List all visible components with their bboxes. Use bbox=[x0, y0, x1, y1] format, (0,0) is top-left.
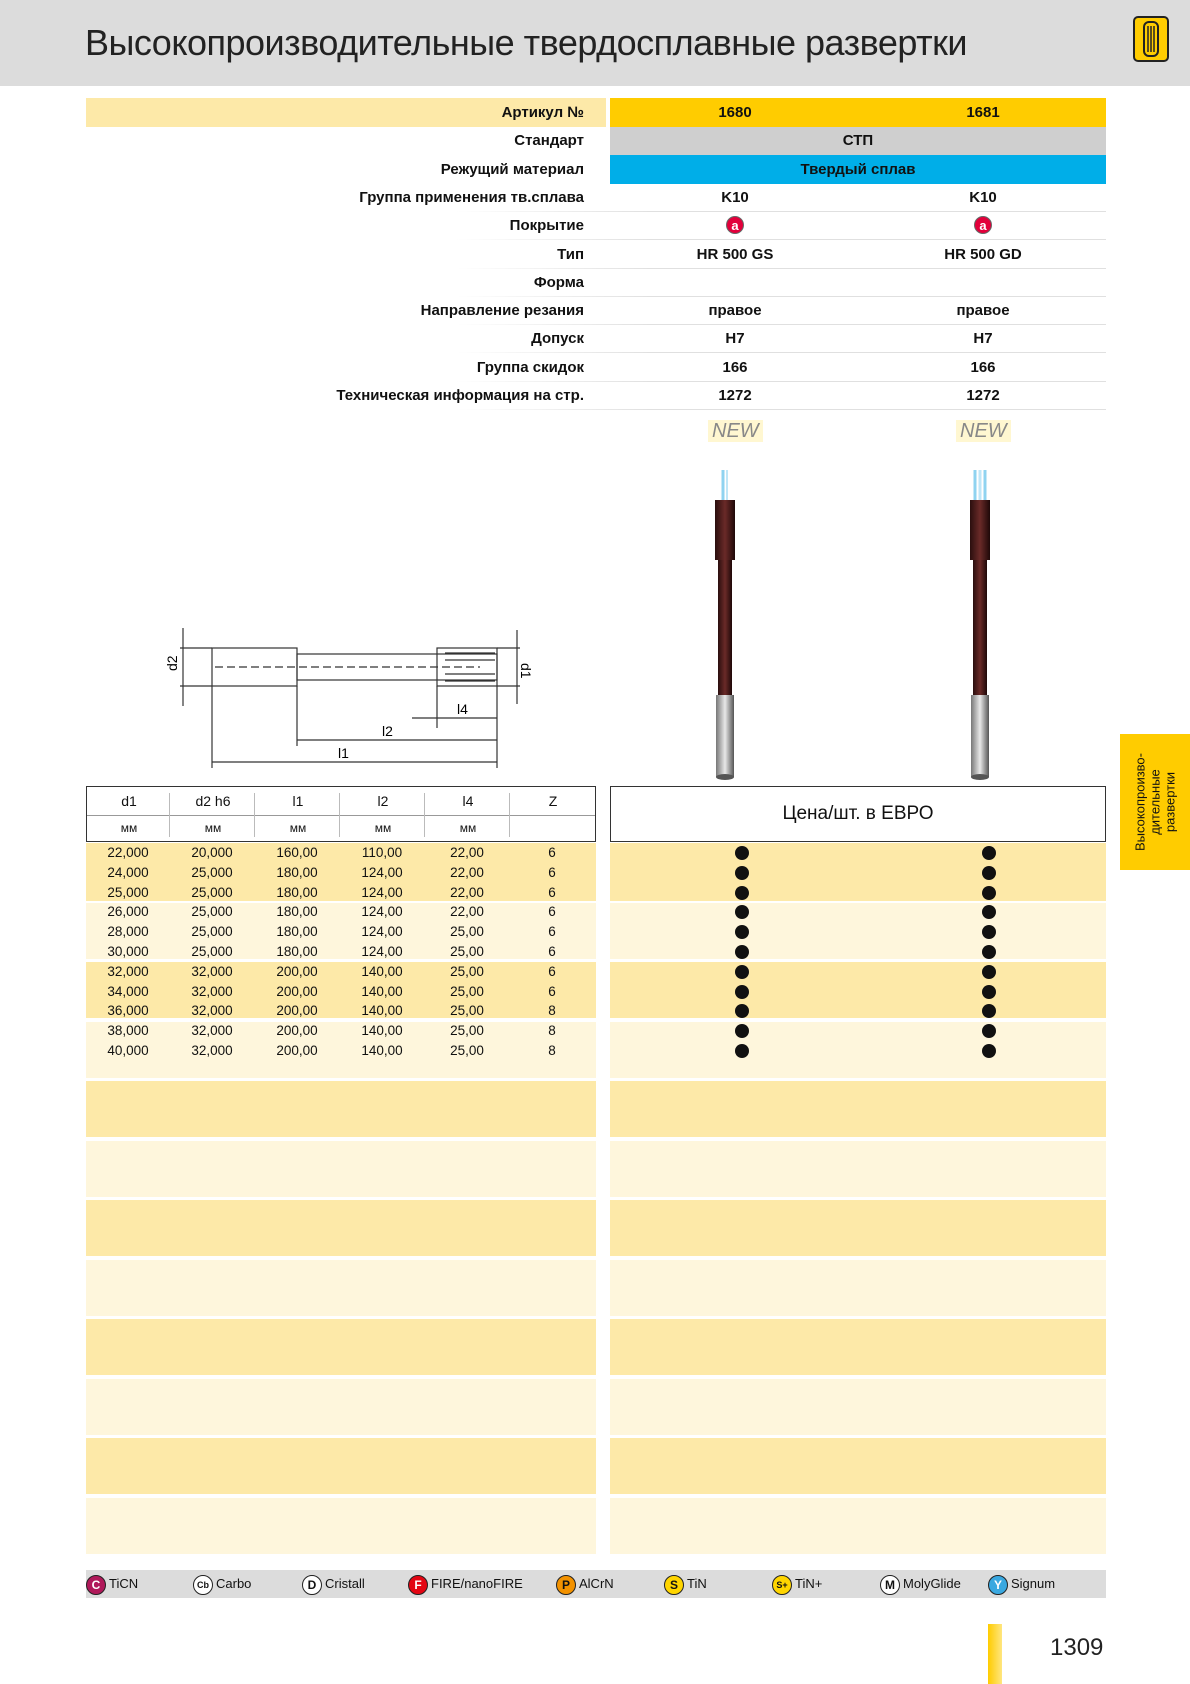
table-cell: 30,000 bbox=[107, 944, 149, 959]
group-value: K10 bbox=[969, 189, 997, 206]
new-label bbox=[956, 420, 1011, 443]
availability-dot-icon bbox=[982, 1004, 996, 1018]
table-band bbox=[86, 1498, 596, 1554]
reamer-image-1680 bbox=[700, 470, 750, 782]
column-header: l2 bbox=[377, 793, 389, 809]
article-number: 1680 bbox=[718, 104, 752, 121]
table-cell: 140,00 bbox=[361, 1003, 403, 1018]
table-band bbox=[86, 1081, 596, 1137]
coating-icon: C bbox=[86, 1575, 106, 1595]
availability-dot-icon bbox=[982, 985, 996, 999]
table-cell: 6 bbox=[548, 845, 556, 860]
table-cell: 6 bbox=[548, 865, 556, 880]
table-band bbox=[610, 1200, 1106, 1256]
table-cell: 25,00 bbox=[450, 944, 484, 959]
table-cell: 180,00 bbox=[276, 904, 318, 919]
coating-icon: Cb bbox=[193, 1575, 213, 1595]
coating-badge-icon: a bbox=[974, 216, 992, 234]
side-tab-label: Высокопроизво- дительные развертки bbox=[1132, 753, 1178, 851]
table-cell: 180,00 bbox=[276, 885, 318, 900]
table-band bbox=[86, 1379, 596, 1435]
side-tab bbox=[1120, 734, 1190, 870]
coating-icon: S+ bbox=[772, 1575, 792, 1595]
table-cell: 110,00 bbox=[361, 845, 403, 860]
spec-label: Техническая информация на стр. bbox=[336, 387, 584, 404]
legend-label: TiCN bbox=[109, 1576, 139, 1591]
price-header: Цена/шт. в ЕВРО bbox=[782, 803, 934, 824]
direction-value: правое bbox=[708, 302, 762, 319]
reamer-image-1681 bbox=[955, 470, 1005, 782]
table-cell: 25,00 bbox=[450, 964, 484, 979]
table-cell: 6 bbox=[548, 964, 556, 979]
availability-dot-icon bbox=[982, 925, 996, 939]
table-band bbox=[610, 962, 1106, 1018]
table-band bbox=[610, 1081, 1106, 1137]
table-cell: 32,000 bbox=[191, 964, 233, 979]
legend-label: MolyGlide bbox=[903, 1576, 961, 1591]
coating-icon: F bbox=[408, 1575, 428, 1595]
table-cell: 140,00 bbox=[361, 984, 403, 999]
table-cell: 124,00 bbox=[361, 865, 403, 880]
availability-dot-icon bbox=[735, 1004, 749, 1018]
availability-dot-icon bbox=[735, 1044, 749, 1058]
legend-label: FIRE/nanoFIRE bbox=[431, 1576, 523, 1591]
spec-label: Стандарт bbox=[514, 132, 584, 149]
table-cell: 8 bbox=[548, 1043, 556, 1058]
legend-item bbox=[664, 1572, 707, 1596]
availability-dot-icon bbox=[735, 965, 749, 979]
tolerance-value: H7 bbox=[973, 330, 993, 347]
legend-label: Cristall bbox=[325, 1576, 365, 1591]
technical-drawing bbox=[160, 620, 540, 770]
type-value: HR 500 GD bbox=[944, 246, 1022, 263]
column-divider bbox=[424, 793, 425, 837]
table-cell: 38,000 bbox=[107, 1023, 149, 1038]
coating-icon: M bbox=[880, 1575, 900, 1595]
table-band bbox=[86, 1319, 596, 1375]
column-unit: мм bbox=[289, 821, 307, 835]
table-cell: 160,00 bbox=[276, 845, 318, 860]
legend-item bbox=[880, 1572, 961, 1596]
table-cell: 25,00 bbox=[450, 924, 484, 939]
table-band bbox=[610, 903, 1106, 959]
table-cell: 24,000 bbox=[107, 865, 149, 880]
discount-value: 166 bbox=[722, 359, 748, 376]
table-cell: 32,000 bbox=[191, 1043, 233, 1058]
techinfo-value: 1272 bbox=[966, 387, 1000, 404]
table-cell: 6 bbox=[548, 984, 556, 999]
table-cell: 36,000 bbox=[107, 1003, 149, 1018]
column-unit: мм bbox=[374, 821, 392, 835]
techinfo-value: 1272 bbox=[718, 387, 752, 404]
availability-dot-icon bbox=[982, 965, 996, 979]
column-header: l1 bbox=[292, 793, 304, 809]
availability-dot-icon bbox=[982, 886, 996, 900]
price-header-box bbox=[610, 786, 1106, 842]
availability-dot-icon bbox=[982, 905, 996, 919]
legend-item bbox=[988, 1572, 1055, 1596]
column-unit: мм bbox=[120, 821, 138, 835]
availability-dot-icon bbox=[982, 1024, 996, 1038]
availability-dot-icon bbox=[735, 886, 749, 900]
column-header: l4 bbox=[462, 793, 474, 809]
coating-icon: Y bbox=[988, 1575, 1008, 1595]
label-l1: l1 bbox=[338, 745, 349, 761]
coating-icon: D bbox=[302, 1575, 322, 1595]
brand-logo bbox=[1133, 16, 1169, 62]
coating-icon: S bbox=[664, 1575, 684, 1595]
table-cell: 124,00 bbox=[361, 924, 403, 939]
availability-dot-icon bbox=[735, 925, 749, 939]
table-cell: 140,00 bbox=[361, 1023, 403, 1038]
spec-label: Форма bbox=[533, 274, 584, 291]
spec-label: Направление резания bbox=[420, 302, 584, 319]
table-band bbox=[610, 1498, 1106, 1554]
table-cell: 200,00 bbox=[276, 984, 318, 999]
table-cell: 32,000 bbox=[191, 984, 233, 999]
table-cell: 25,000 bbox=[191, 944, 233, 959]
table-cell: 25,000 bbox=[107, 885, 149, 900]
column-header: Z bbox=[548, 793, 558, 809]
standard-value: СТП bbox=[842, 132, 874, 149]
spec-label: Группа применения тв.сплава bbox=[359, 189, 584, 206]
availability-dot-icon bbox=[982, 846, 996, 860]
table-cell: 22,00 bbox=[450, 904, 484, 919]
table-cell: 6 bbox=[548, 944, 556, 959]
legend-label: Carbo bbox=[216, 1576, 252, 1591]
data-table-header bbox=[86, 786, 596, 842]
table-cell: 140,00 bbox=[361, 1043, 403, 1058]
page-number-bar bbox=[988, 1624, 1002, 1684]
type-value: HR 500 GS bbox=[696, 246, 774, 263]
availability-dot-icon bbox=[735, 1024, 749, 1038]
table-band bbox=[610, 1141, 1106, 1197]
coating-value bbox=[868, 212, 1098, 240]
spec-label: Допуск bbox=[531, 330, 584, 347]
table-band bbox=[86, 1260, 596, 1316]
table-cell: 32,000 bbox=[191, 1023, 233, 1038]
spec-label: Группа скидок bbox=[476, 359, 584, 376]
table-cell: 32,000 bbox=[191, 1003, 233, 1018]
column-divider bbox=[169, 793, 170, 837]
table-cell: 32,000 bbox=[107, 964, 149, 979]
table-cell: 25,00 bbox=[450, 1043, 484, 1058]
table-cell: 22,00 bbox=[450, 885, 484, 900]
table-band bbox=[610, 1438, 1106, 1494]
label-d2: d2 bbox=[164, 655, 180, 671]
table-cell: 124,00 bbox=[361, 885, 403, 900]
legend-label: TiN+ bbox=[795, 1576, 823, 1591]
spec-row bbox=[86, 269, 1106, 297]
table-cell: 140,00 bbox=[361, 964, 403, 979]
table-cell: 124,00 bbox=[361, 904, 403, 919]
table-cell: 6 bbox=[548, 924, 556, 939]
legend-item bbox=[772, 1572, 822, 1596]
table-band bbox=[610, 1022, 1106, 1078]
availability-dot-icon bbox=[982, 866, 996, 880]
table-cell: 200,00 bbox=[276, 964, 318, 979]
table-band bbox=[86, 1438, 596, 1494]
availability-dot-icon bbox=[982, 945, 996, 959]
column-divider bbox=[339, 793, 340, 837]
column-divider bbox=[254, 793, 255, 837]
table-cell: 25,000 bbox=[191, 865, 233, 880]
column-divider bbox=[509, 793, 510, 837]
table-cell: 22,000 bbox=[107, 845, 149, 860]
table-cell: 25,00 bbox=[450, 1023, 484, 1038]
table-cell: 26,000 bbox=[107, 904, 149, 919]
table-cell: 6 bbox=[548, 904, 556, 919]
column-header: d2 h6 bbox=[195, 793, 231, 809]
article-number: 1681 bbox=[966, 104, 1000, 121]
table-cell: 6 bbox=[548, 885, 556, 900]
table-band bbox=[610, 843, 1106, 901]
new-label-text: NEW bbox=[708, 420, 763, 442]
table-cell: 180,00 bbox=[276, 944, 318, 959]
column-unit: мм bbox=[204, 821, 222, 835]
legend-label: TiN bbox=[687, 1576, 707, 1591]
table-cell: 200,00 bbox=[276, 1023, 318, 1038]
legend-item bbox=[193, 1572, 251, 1596]
label-l2: l2 bbox=[382, 723, 393, 739]
new-label-text: NEW bbox=[956, 420, 1011, 442]
page-title: Высокопроизводительные твердосплавные развертки bbox=[85, 22, 968, 63]
table-cell: 22,00 bbox=[450, 845, 484, 860]
coating-icon: P bbox=[556, 1575, 576, 1595]
table-cell: 8 bbox=[548, 1003, 556, 1018]
page-number: 1309 bbox=[1050, 1634, 1104, 1661]
material-value: Твердый сплав bbox=[800, 161, 916, 178]
table-cell: 180,00 bbox=[276, 924, 318, 939]
table-cell: 25,000 bbox=[191, 924, 233, 939]
column-unit: мм bbox=[459, 821, 477, 835]
table-cell: 20,000 bbox=[191, 845, 233, 860]
table-cell: 180,00 bbox=[276, 865, 318, 880]
table-cell: 40,000 bbox=[107, 1043, 149, 1058]
group-value: K10 bbox=[721, 189, 749, 206]
tolerance-value: H7 bbox=[725, 330, 745, 347]
table-cell: 34,000 bbox=[107, 984, 149, 999]
table-cell: 25,000 bbox=[191, 885, 233, 900]
coating-value bbox=[620, 212, 850, 240]
table-cell: 25,00 bbox=[450, 984, 484, 999]
legend-item bbox=[86, 1572, 138, 1596]
table-band bbox=[610, 1379, 1106, 1435]
table-cell: 124,00 bbox=[361, 944, 403, 959]
availability-dot-icon bbox=[735, 905, 749, 919]
direction-value: правое bbox=[956, 302, 1010, 319]
table-cell: 200,00 bbox=[276, 1003, 318, 1018]
discount-value: 166 bbox=[970, 359, 996, 376]
label-l4: l4 bbox=[457, 701, 468, 717]
table-band bbox=[610, 1319, 1106, 1375]
table-band bbox=[86, 1141, 596, 1197]
label-d1: d1 bbox=[518, 663, 534, 679]
spec-label: Артикул № bbox=[501, 104, 584, 121]
table-cell: 8 bbox=[548, 1023, 556, 1038]
spec-label: Тип bbox=[557, 246, 584, 263]
table-band bbox=[86, 1200, 596, 1256]
table-cell: 25,000 bbox=[191, 904, 233, 919]
availability-dot-icon bbox=[735, 945, 749, 959]
table-cell: 25,00 bbox=[450, 1003, 484, 1018]
legend-label: AlCrN bbox=[579, 1576, 614, 1591]
coating-badge-icon: a bbox=[726, 216, 744, 234]
spec-label: Покрытие bbox=[509, 217, 584, 234]
new-label bbox=[708, 420, 763, 443]
column-header: d1 bbox=[121, 793, 137, 809]
legend-item bbox=[408, 1572, 523, 1596]
table-cell: 22,00 bbox=[450, 865, 484, 880]
availability-dot-icon bbox=[735, 985, 749, 999]
legend-item bbox=[302, 1572, 365, 1596]
legend-label: Signum bbox=[1011, 1576, 1056, 1591]
table-cell: 200,00 bbox=[276, 1043, 318, 1058]
table-band bbox=[610, 1260, 1106, 1316]
availability-dot-icon bbox=[982, 1044, 996, 1058]
availability-dot-icon bbox=[735, 866, 749, 880]
spec-label: Режущий материал bbox=[440, 161, 584, 178]
availability-dot-icon bbox=[735, 846, 749, 860]
table-cell: 28,000 bbox=[107, 924, 149, 939]
legend-item bbox=[556, 1572, 614, 1596]
